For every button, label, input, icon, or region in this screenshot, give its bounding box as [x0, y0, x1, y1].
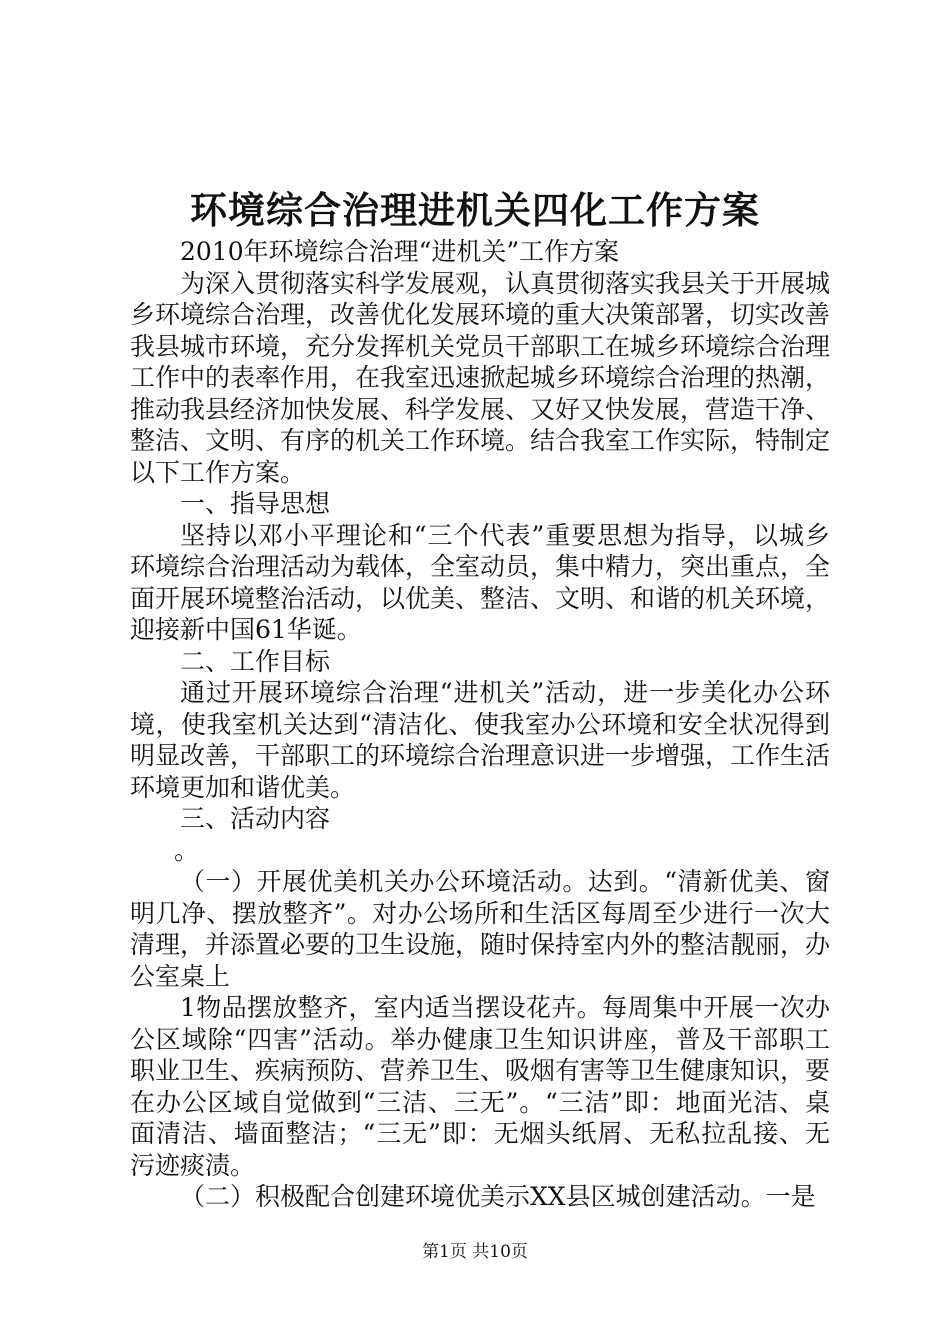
stray-punctuation: 。	[174, 835, 200, 865]
document-body	[130, 236, 830, 1213]
guiding-thought-paragraph: 坚持以邓小平理论和“三个代表”重要思想为指导，以城乡环境综合治理活动为载体，全室动员，集中精力，突出重点，全面开展环境整治活动，以优美、整洁、文明、和谐的机关环境，迎接新中国61华诞。	[130, 520, 831, 644]
section-heading-work-goals: 二、工作目标	[180, 646, 331, 676]
document-title: 环境综合治理进机关四化工作方案	[190, 188, 760, 232]
page-number-footer: 第1页 共10页	[422, 1242, 528, 1262]
activity-one-paragraph: （一）开展优美机关办公环境活动。达到。“清新优美、窗明几净、摆放整齐”。对办公场所和生活区每周至少进行一次大清理，并添置必要的卫生设施，随时保持室内外的整洁靓丽，办公室桌上	[130, 867, 831, 991]
activity-one-continued-paragraph: 1物品摆放整齐，室内适当摆设花卉。每周集中开展一次办公区域除“四害”活动。举办健康卫生知识讲座，普及干部职工职业卫生、疾病预防、营养卫生、吸烟有害等卫生健康知识，要在办公区域自觉做到“三洁、三无”。“三洁”即：地面光洁、桌面清洁、墙面整洁；“三无”即：无烟头纸屑、无私拉乱接、无污迹痰渍。	[130, 993, 831, 1180]
section-heading-activities: 三、活动内容	[180, 804, 331, 833]
work-goals-paragraph: 通过开展环境综合治理“进机关”活动，进一步美化办公环境，使我室机关达到“清洁化、使我室办公环境和安全状况得到明显改善，干部职工的环境综合治理意识进一步增强，工作生活环境更加和谐优美。	[130, 678, 831, 802]
section-heading-guiding-thought: 一、指导思想	[180, 489, 331, 518]
subtitle-paragraph: 2010年环境综合治理“进机关”工作方案	[180, 237, 620, 266]
activity-two-paragraph: （二）积极配合创建环境优美示XX县区城创建活动。一是	[180, 1182, 816, 1211]
intro-paragraph: 为深入贯彻落实科学发展观，认真贯彻落实我县关于开展城乡环境综合治理，改善优化发展环境的重大决策部署，切实改善我县城市环境，充分发挥机关党员干部职工在城乡环境综合治理工作中的表率作用，在我室迅速掀起城乡环境综合治理的热潮，推动我县经济加快发展、科学发展、又好又快发展，营造干净、整洁、文明、有序的机关工作环境。结合我室工作实际，特制定以下工作方案。	[130, 268, 831, 487]
